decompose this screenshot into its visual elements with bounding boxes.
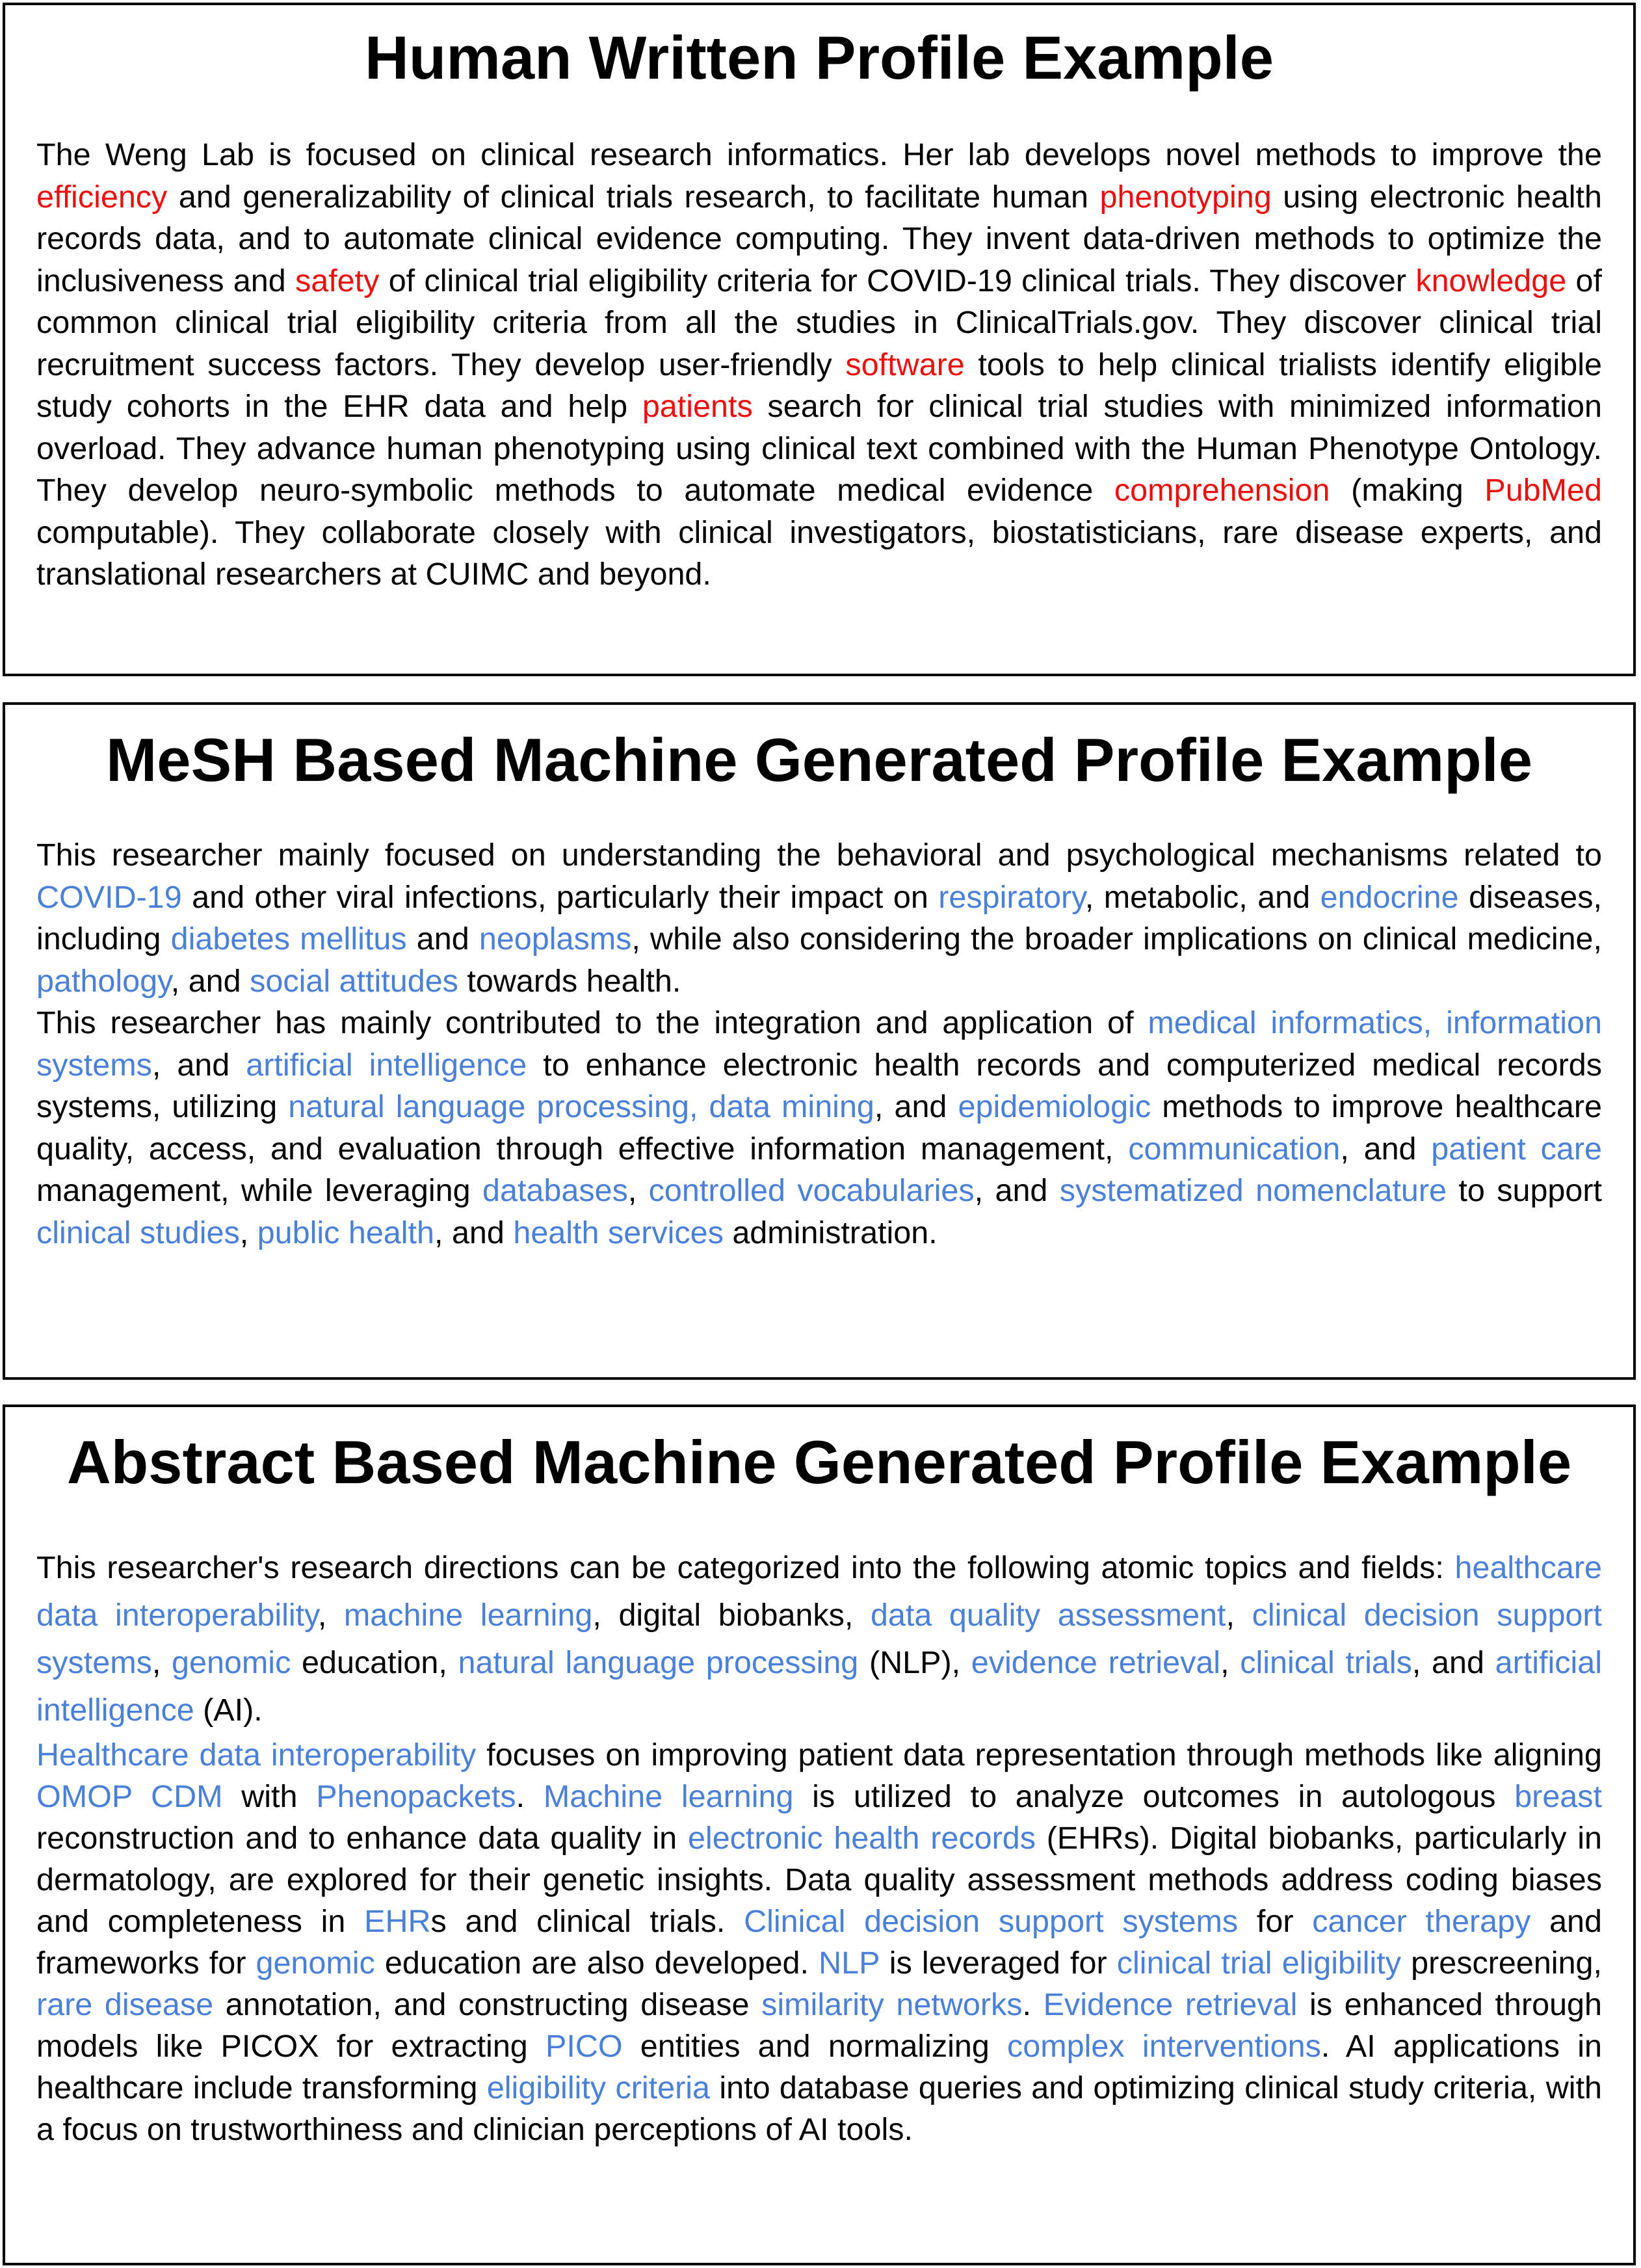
text-segment: education,	[291, 1645, 458, 1680]
text-segment: annotation, and constructing disease	[213, 1987, 762, 2022]
text-segment: and	[406, 921, 479, 956]
highlighted-term: cancer therapy	[1312, 1904, 1531, 1939]
highlighted-term: artificial intelligence	[36, 1645, 1603, 1728]
text-segment: and other viral infections, particularly their impact on	[181, 879, 939, 915]
text-segment: for	[1238, 1904, 1313, 1939]
text-segment: focuses on improving patient data representation through methods like aligning	[476, 1737, 1602, 1773]
highlighted-term: diabetes mellitus	[170, 921, 407, 956]
highlighted-term: PubMed	[1484, 473, 1602, 508]
text-segment: search for clinical trial studies with minimized information overload. They advance human phenotyping using clinical text combined with the Human Phenotype Ontology. They develop neuro-symbolic methods to automate medical evidence	[36, 389, 1602, 508]
highlighted-term: artificial intelligence	[246, 1047, 527, 1083]
highlighted-term: health services	[513, 1215, 724, 1250]
profile-paragraph	[36, 134, 1602, 596]
text-segment: ,	[317, 1598, 344, 1633]
text-segment: education are also developed.	[374, 1945, 819, 1981]
highlighted-term: healthcare data interoperability	[36, 1550, 1602, 1633]
text-segment: into database queries and optimizing clinical study criteria, with a focus on trustworthiness and clinician perceptions of AI tools.	[36, 2070, 1603, 2147]
highlighted-term: pathology	[36, 963, 171, 999]
text-segment: , and	[1411, 1645, 1495, 1680]
highlighted-term: similarity networks	[761, 1987, 1023, 2022]
highlighted-term: PICO	[545, 2029, 623, 2064]
text-segment: tools to help clinical trialists identify eligible study cohorts in the EHR data and help	[36, 347, 1602, 424]
profile-text	[36, 1544, 1602, 2150]
panel-title: MeSH Based Machine Generated Profile Example	[105, 726, 1533, 794]
highlighted-term: EHR	[364, 1904, 431, 1939]
text-segment: towards health.	[458, 963, 681, 999]
highlighted-term: patient care	[1431, 1131, 1602, 1167]
text-segment: This researcher has mainly contributed to the integration and application of	[36, 1005, 1148, 1040]
highlighted-term: safety	[295, 263, 380, 298]
highlighted-term: controlled vocabularies	[648, 1173, 975, 1208]
highlighted-term: data quality assessment	[870, 1598, 1226, 1633]
profile-text	[36, 834, 1602, 1254]
highlighted-term: databases	[482, 1173, 628, 1208]
abstract-based-profile-panel	[3, 1404, 1636, 2265]
text-segment: ,	[627, 1173, 649, 1208]
highlighted-term: clinical studies	[36, 1215, 240, 1250]
highlighted-term: systematized nomenclature	[1059, 1173, 1447, 1208]
highlighted-term: electronic health records	[687, 1821, 1036, 1856]
mesh-based-profile-panel	[3, 702, 1636, 1380]
highlighted-term: clinical decision support systems	[36, 1598, 1603, 1680]
text-segment: .	[1022, 1987, 1044, 2022]
text-segment: to support	[1447, 1173, 1602, 1208]
highlighted-term: eligibility criteria	[486, 2070, 710, 2105]
text-segment: methods to improve healthcare quality, access, and evaluation through effective information management,	[36, 1089, 1602, 1167]
highlighted-term: NLP	[819, 1945, 880, 1981]
text-segment: . AI applications in healthcare include transforming	[36, 2029, 1603, 2105]
highlighted-term: comprehension	[1114, 473, 1330, 508]
text-segment: s and clinical trials.	[430, 1904, 744, 1939]
text-segment: , and	[1340, 1131, 1432, 1167]
highlighted-term: COVID-19	[36, 879, 182, 915]
highlighted-term: medical informatics, information systems	[36, 1005, 1602, 1083]
highlighted-term: respiratory	[938, 879, 1085, 915]
text-segment: (EHRs). Digital biobanks, particularly in dermatology, are explored for their genetic insights. Data quality assessment methods address coding biases and completeness in	[36, 1821, 1602, 1939]
highlighted-term: neoplasms	[479, 921, 632, 956]
text-segment: is leveraged for	[879, 1945, 1117, 1981]
highlighted-term: natural language processing, data mining	[288, 1089, 874, 1124]
human-written-profile-panel	[3, 3, 1636, 676]
highlighted-term: complex interventions	[1007, 2029, 1321, 2064]
text-segment: of clinical trial eligibility criteria for COVID-19 clinical trials. They discover	[379, 263, 1416, 298]
text-segment: , and	[974, 1173, 1060, 1208]
panel-title: Human Written Profile Example	[364, 23, 1274, 92]
text-segment: is enhanced through models like PICOX for extracting	[36, 1987, 1602, 2064]
text-segment: (making	[1330, 473, 1485, 508]
text-segment: ,	[1226, 1598, 1252, 1633]
highlighted-term: social attitudes	[250, 963, 458, 999]
text-segment: , while also considering the broader implications on clinical medicine,	[631, 921, 1603, 956]
highlighted-term: machine learning	[343, 1598, 593, 1633]
highlighted-term: software	[845, 347, 965, 382]
panel-title: Abstract Based Machine Generated Profile Example	[66, 1428, 1572, 1496]
text-segment: reconstruction and to enhance data quality in	[36, 1821, 688, 1856]
highlighted-term: efficiency	[36, 179, 168, 215]
text-segment: entities and normalizing	[622, 2029, 1008, 2064]
text-segment: , metabolic, and	[1084, 879, 1320, 915]
text-segment: The Weng Lab is focused on clinical research informatics. Her lab develops novel methods to improve the	[36, 137, 1602, 172]
text-segment: (AI).	[194, 1693, 263, 1728]
profile-text	[36, 134, 1602, 596]
highlighted-term: clinical trial eligibility	[1116, 1945, 1402, 1981]
highlighted-term: rare disease	[36, 1987, 214, 2022]
highlighted-term: genomic	[256, 1945, 375, 1981]
text-segment: , and	[874, 1089, 958, 1124]
text-segment: ,	[1220, 1645, 1241, 1680]
text-segment: management, while leveraging	[36, 1173, 482, 1208]
highlighted-term: breast	[1514, 1779, 1602, 1814]
text-segment: This researcher's research directions can be categorized into the following atomic topics and fields:	[36, 1550, 1455, 1585]
text-segment: is utilized to analyze outcomes in autologous	[793, 1779, 1515, 1814]
profile-paragraph	[36, 1002, 1602, 1254]
highlighted-term: knowledge	[1415, 263, 1567, 298]
text-segment: using electronic health records data, and to automate clinical evidence computing. They invent data-driven methods to optimize the inclusiveness and	[36, 179, 1602, 298]
highlighted-term: clinical trials	[1240, 1645, 1412, 1680]
text-segment: administration.	[723, 1215, 938, 1250]
text-segment: diseases, including	[36, 879, 1602, 956]
text-segment: , and	[170, 963, 250, 999]
highlighted-term: Phenopackets	[316, 1779, 516, 1814]
highlighted-term: Clinical decision support systems	[744, 1904, 1239, 1939]
highlighted-term: communication	[1128, 1131, 1341, 1167]
highlighted-term: phenotyping	[1099, 179, 1272, 215]
highlighted-term: epidemiologic	[958, 1089, 1151, 1124]
text-segment: with	[222, 1779, 317, 1814]
profile-paragraph	[36, 1544, 1602, 1734]
text-segment: , digital biobanks,	[592, 1598, 871, 1633]
text-segment: (NLP),	[858, 1645, 971, 1680]
text-segment: of common clinical trial eligibility criteria from all the studies in ClinicalTrials.gov. They discover clinical trial recruitment success factors. They develop user-friendly	[36, 263, 1602, 382]
text-segment: ,	[239, 1215, 257, 1250]
highlighted-term: genomic	[172, 1645, 291, 1680]
text-segment: , and	[434, 1215, 514, 1250]
highlighted-term: Machine learning	[543, 1779, 794, 1814]
text-segment: and generalizability of clinical trials research, to facilitate human	[167, 179, 1100, 215]
text-segment: prescreening,	[1401, 1945, 1603, 1981]
highlighted-term: Healthcare data interoperability	[36, 1737, 477, 1773]
highlighted-term: OMOP CDM	[36, 1779, 223, 1814]
text-segment: .	[516, 1779, 544, 1814]
text-segment: computable). They collaborate closely with clinical investigators, biostatisticians, rare disease experts, and translational researchers at CUIMC and beyond.	[36, 514, 1602, 592]
text-segment: , and	[151, 1047, 246, 1083]
profile-paragraph	[36, 1734, 1602, 2150]
highlighted-term: public health	[257, 1215, 434, 1250]
highlighted-term: patients	[642, 389, 753, 424]
highlighted-term: Evidence retrieval	[1043, 1987, 1298, 2022]
profile-paragraph	[36, 834, 1602, 1002]
highlighted-term: endocrine	[1320, 879, 1459, 915]
text-segment: ,	[151, 1645, 172, 1680]
highlighted-term: natural language processing	[458, 1645, 859, 1680]
text-segment: to enhance electronic health records and computerized medical records systems, utilizing	[36, 1047, 1602, 1124]
highlighted-term: evidence retrieval	[971, 1645, 1221, 1680]
text-segment: This researcher mainly focused on understanding the behavioral and psychological mechanisms related to	[36, 837, 1602, 873]
text-segment: and frameworks for	[36, 1904, 1602, 1981]
